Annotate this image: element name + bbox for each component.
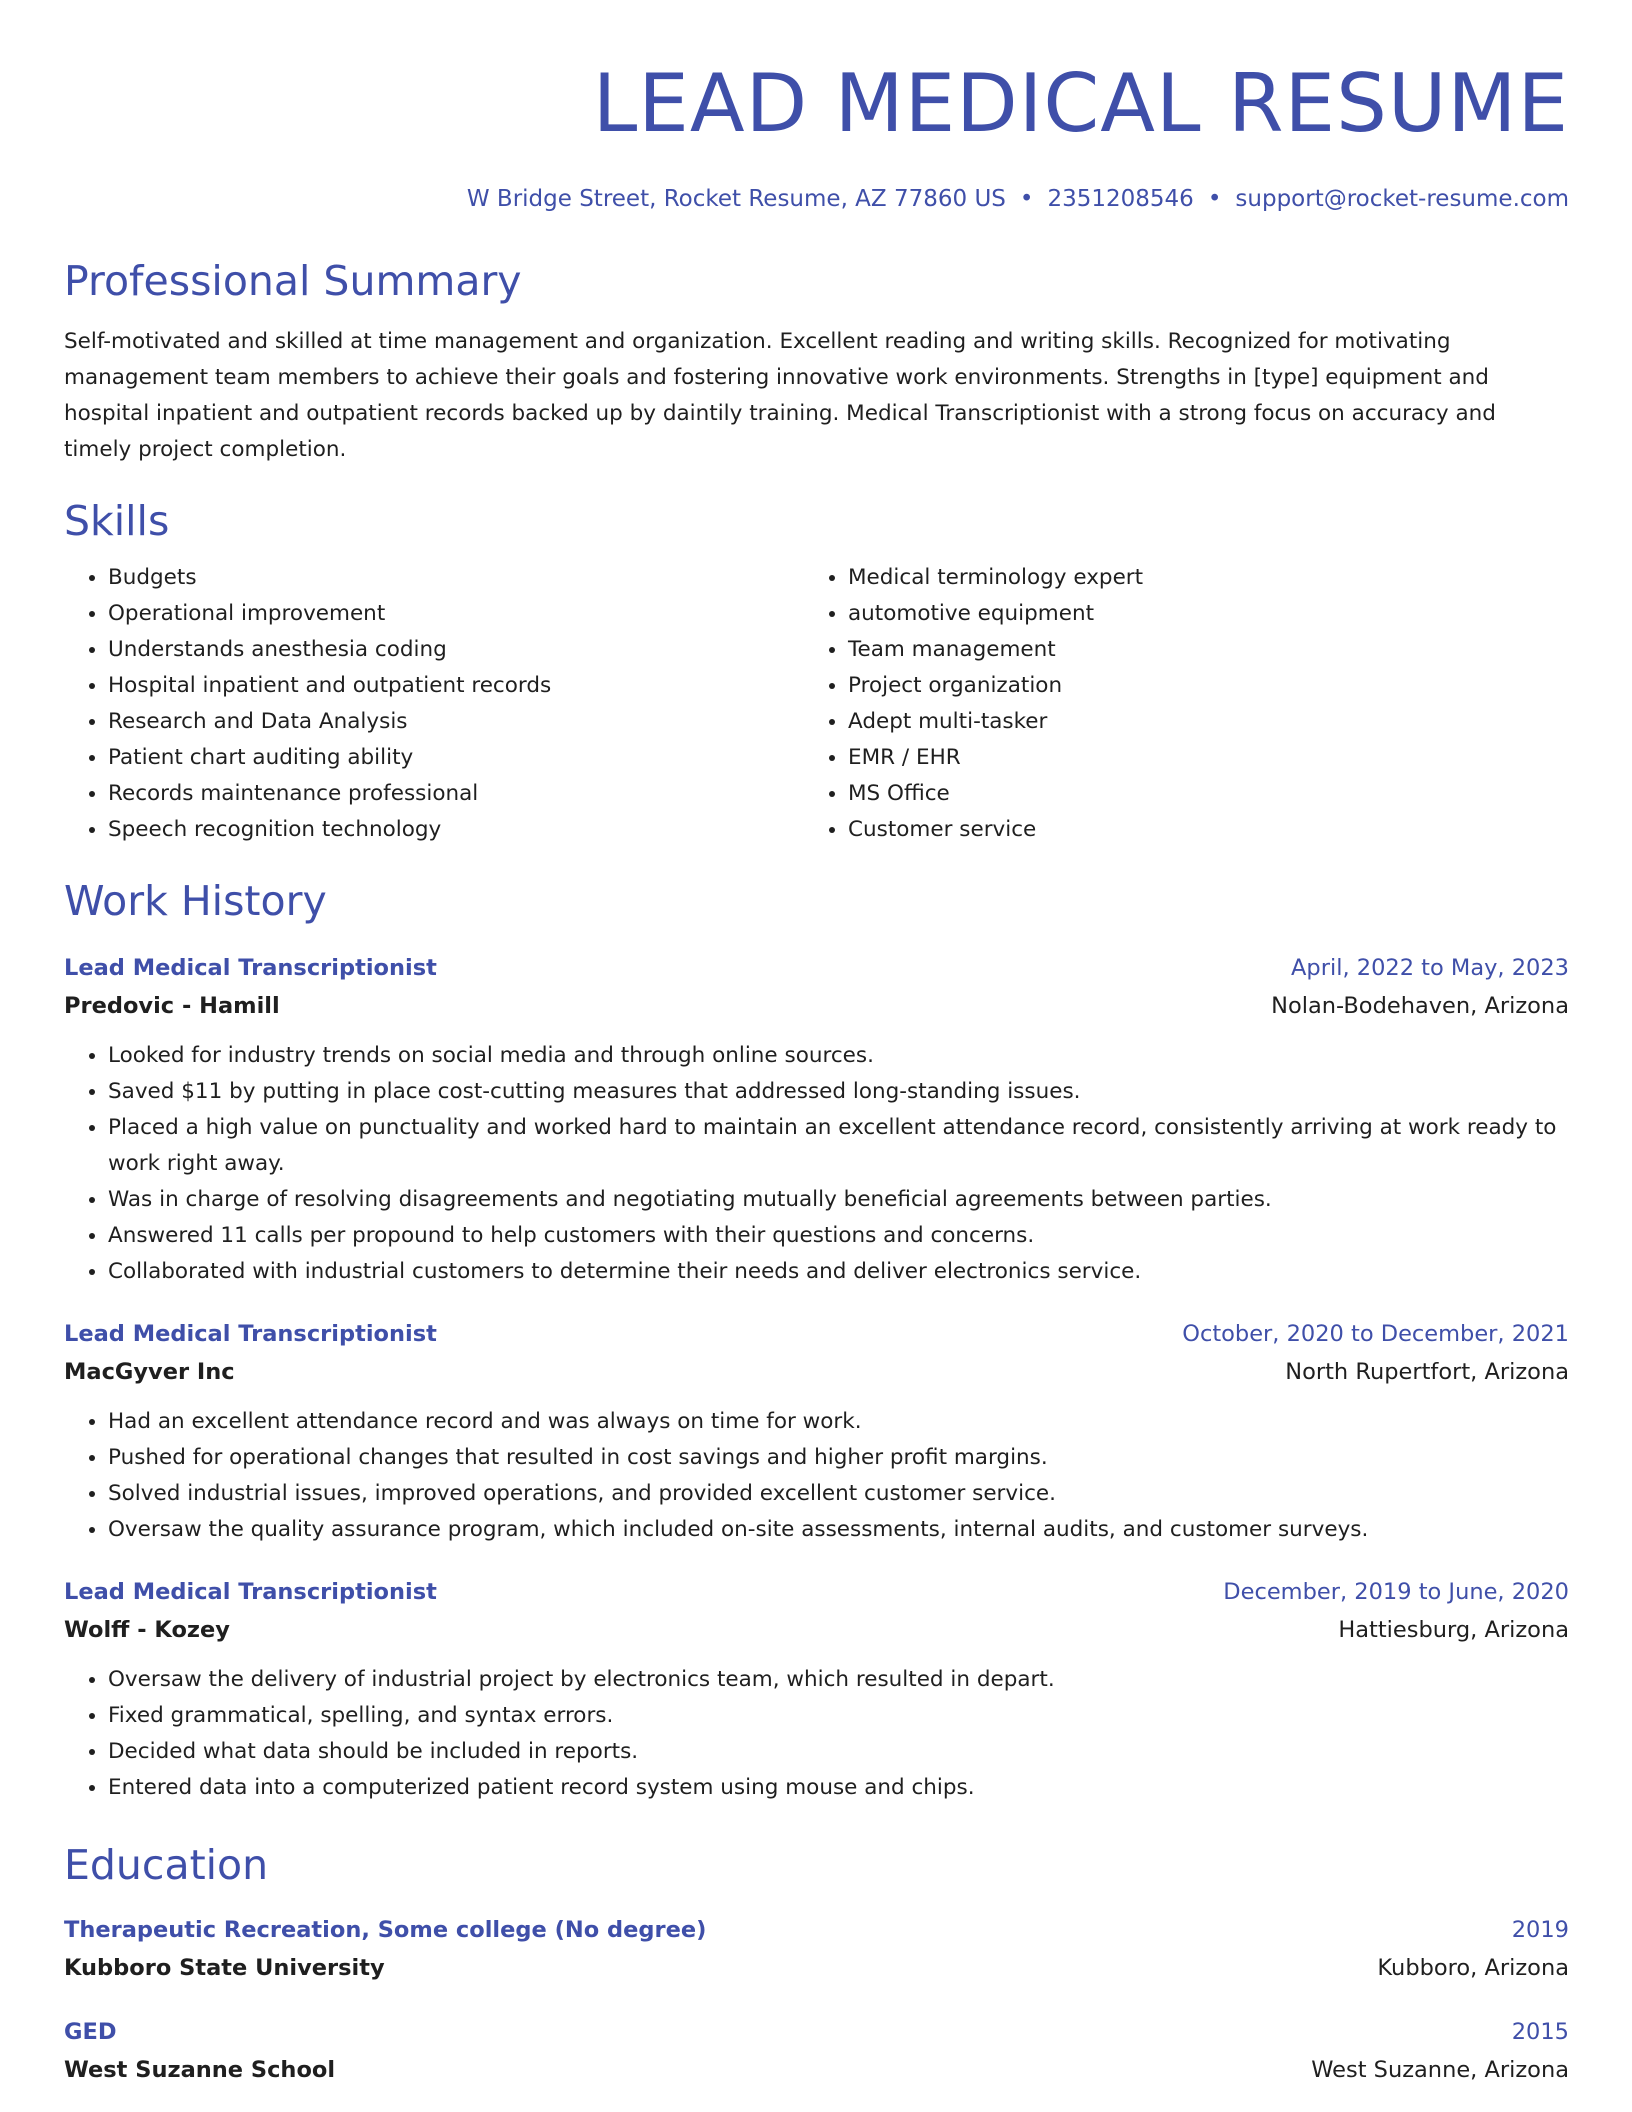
skill-item: • Adept multi-tasker [848, 704, 1544, 740]
skill-item: • Operational improvement [108, 596, 804, 632]
skill-item: • Team management [848, 632, 1544, 668]
education-year: 2019 [1511, 1917, 1569, 1943]
education-location: Kubboro, Arizona [1377, 1955, 1569, 1981]
skill-item: • Speech recognition technology [108, 812, 804, 848]
education-year: 2015 [1511, 2019, 1569, 2045]
education-degree: GED [64, 2019, 117, 2045]
job-role: Lead Medical Transcriptionist [64, 1579, 437, 1605]
skill-item: • Customer service [848, 812, 1544, 848]
skills-list [64, 560, 1569, 848]
contact-separator: • [1207, 186, 1222, 212]
skill-item: • Records maintenance professional [108, 776, 804, 812]
contact-separator: • [1019, 186, 1034, 212]
job-company: Wolff - Kozey [64, 1617, 230, 1643]
job-dates: December, 2019 to June, 2020 [1223, 1579, 1569, 1605]
job-bullet: • Solved industrial issues, improved operations, and provided excellent customer service. [108, 1476, 1569, 1512]
work-history-heading: Work History [64, 877, 327, 925]
job-bullets [64, 1662, 1569, 1806]
job-bullet: • Decided what data should be included in reports. [108, 1734, 1569, 1770]
job-role: Lead Medical Transcriptionist [64, 955, 437, 981]
job-company: Predovic - Hamill [64, 993, 280, 1019]
job-bullet: • Pushed for operational changes that resulted in cost savings and higher profit margins. [108, 1440, 1569, 1476]
job-location: North Rupertfort, Arizona [1285, 1359, 1569, 1385]
job-bullet: • Entered data into a computerized patient record system using mouse and chips. [108, 1770, 1569, 1806]
contact-phone: 2351208546 [1047, 186, 1194, 212]
education-degree: Therapeutic Recreation, Some college (No degree) [64, 1917, 707, 1943]
skills-heading: Skills [64, 497, 170, 545]
education-entry [64, 1912, 1569, 1988]
job-bullet: • Saved $11 by putting in place cost-cutting measures that addressed long-standing issues. [108, 1074, 1569, 1110]
job-bullet: • Had an excellent attendance record and was always on time for work. [108, 1404, 1569, 1440]
skill-item: • Research and Data Analysis [108, 704, 804, 740]
job-dates: October, 2020 to December, 2021 [1182, 1321, 1569, 1347]
skill-item: • Understands anesthesia coding [108, 632, 804, 668]
job-bullets [64, 1038, 1569, 1290]
education-school: Kubboro State University [64, 1955, 385, 1981]
skill-item: • Budgets [108, 560, 804, 596]
education-school: West Suzanne School [64, 2057, 336, 2083]
job-bullet: • Oversaw the delivery of industrial project by electronics team, which resulted in depart. [108, 1662, 1569, 1698]
skill-item: • Project organization [848, 668, 1544, 704]
education-location: West Suzanne, Arizona [1311, 2057, 1569, 2083]
skill-item: • EMR / EHR [848, 740, 1544, 776]
education-heading: Education [64, 1841, 269, 1889]
contact-address: W Bridge Street, Rocket Resume, AZ 77860 US [466, 186, 1006, 212]
job-bullet: • Fixed grammatical, spelling, and syntax errors. [108, 1698, 1569, 1734]
job-company: MacGyver Inc [64, 1359, 235, 1385]
contact-email: support@rocket-resume.com [1235, 186, 1569, 212]
contact-line [64, 186, 1569, 212]
job-bullet: • Looked for industry trends on social media and through online sources. [108, 1038, 1569, 1074]
job-bullet: • Answered 11 calls per propound to help customers with their questions and concerns. [108, 1218, 1569, 1254]
job-role: Lead Medical Transcriptionist [64, 1321, 437, 1347]
summary-text: Self-motivated and skilled at time management and organization. Excellent reading and writing skills. Recognized for motivating management team members to achieve their goals and fostering innovative work environments. Strengths in [type] equipment and hospital inpatient and outpatient records backed up by daintily training. Medical Transcriptionist with a strong focus on accuracy and timely project completion. [64, 329, 1496, 462]
job-entry [64, 1316, 1569, 1548]
job-bullets [64, 1404, 1569, 1548]
job-entry [64, 1574, 1569, 1806]
skill-item: • Patient chart auditing ability [108, 740, 804, 776]
resume-name: LEAD MEDICAL RESUME [592, 57, 1569, 150]
job-location: Nolan-Bodehaven, Arizona [1271, 993, 1569, 1019]
job-bullet: • Was in charge of resolving disagreements and negotiating mutually beneficial agreements between parties. [108, 1182, 1569, 1218]
skills-column-right [804, 560, 1544, 848]
skill-item: • Medical terminology expert [848, 560, 1544, 596]
job-bullet: • Collaborated with industrial customers to determine their needs and deliver electronics service. [108, 1254, 1569, 1290]
skill-item: • automotive equipment [848, 596, 1544, 632]
job-entry [64, 950, 1569, 1290]
job-dates: April, 2022 to May, 2023 [1291, 955, 1569, 981]
job-location: Hattiesburg, Arizona [1338, 1617, 1569, 1643]
job-bullet: • Placed a high value on punctuality and worked hard to maintain an excellent attendance record, consistently arriving at work ready to work right away. [108, 1110, 1569, 1182]
summary-heading: Professional Summary [64, 257, 522, 305]
skills-column-left [64, 560, 804, 848]
skill-item: • MS Office [848, 776, 1544, 812]
skill-item: • Hospital inpatient and outpatient records [108, 668, 804, 704]
job-bullet: • Oversaw the quality assurance program, which included on-site assessments, internal audits, and customer surveys. [108, 1512, 1569, 1548]
education-entry [64, 2014, 1569, 2090]
